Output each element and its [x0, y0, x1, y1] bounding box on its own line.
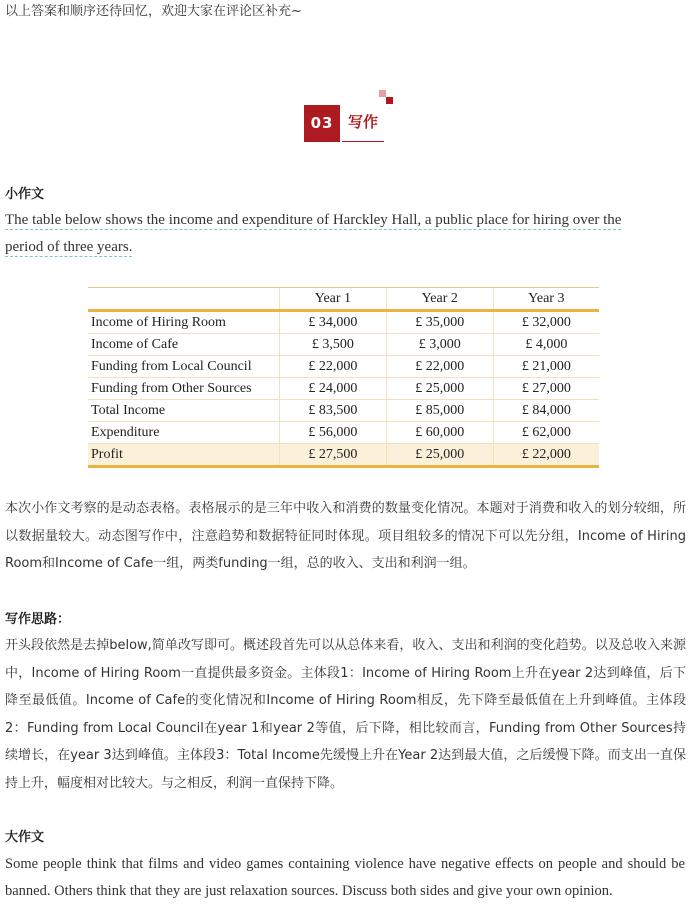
row-label: Income of Cafe: [88, 334, 280, 356]
section-badge: [304, 90, 404, 146]
prompt-line-1: The table below shows the income and expenditure of Harckley Hall, a public place for hiring over the: [5, 212, 622, 228]
table-cell: £ 84,000: [493, 400, 599, 422]
approach-heading: 写作思路：: [5, 612, 71, 627]
row-label: Funding from Other Sources: [88, 378, 280, 400]
table-header-cell: [88, 288, 280, 311]
table-cell: £ 25,000: [386, 444, 493, 467]
small-essay-heading: 小作文: [5, 187, 45, 202]
table-row: [88, 400, 599, 422]
table-header-row: [88, 288, 599, 311]
table-row: [88, 311, 599, 334]
table-row: [88, 334, 599, 356]
row-label: Total Income: [88, 400, 280, 422]
table-cell: £ 27,000: [493, 378, 599, 400]
row-label: Expenditure: [88, 422, 280, 444]
approach-paragraph: 开头段依然是去掉below,简单改写即可。概述段首先可以从总体来看，收入、支出和利润的变化趋势。以及总收入来源中，Income of Hiring Room一直提供最多资金。主体段1：Income of Hiring Room上升在year 2达到峰值，后下降至最低值。Income of Cafe的变化情况和Income of Hiring Room相反，先下降至最低值在上升到峰值。主体段2：Funding from Local Council在year 1和year 2等值，后下降，相比较而言，Funding from Other Sources持续增长，在year 3达到峰值。主体段3：Total Income先缓慢上升在Year 2达到最大值，之后缓慢下降。而支出一直保持上升，幅度相对比较大。与之相反，利润一直保持下降。: [5, 638, 686, 791]
prompt-line-2: period of three years.: [5, 239, 133, 255]
table-cell: £ 21,000: [493, 356, 599, 378]
decor-pixel: [386, 97, 393, 104]
table-cell: £ 85,000: [386, 400, 493, 422]
table-row: [88, 422, 599, 444]
table-cell: £ 24,000: [280, 378, 387, 400]
table-cell: £ 35,000: [386, 311, 493, 334]
table-cell: £ 60,000: [386, 422, 493, 444]
data-table: [88, 287, 599, 468]
table-cell: £ 22,000: [386, 356, 493, 378]
table-cell: £ 25,000: [386, 378, 493, 400]
table-cell: £ 4,000: [493, 334, 599, 356]
table-row: [88, 378, 599, 400]
table-cell: £ 22,000: [493, 444, 599, 467]
row-label: Income of Hiring Room: [88, 311, 280, 334]
section-title: 写作: [342, 105, 384, 142]
analysis-paragraph: 本次小作文考察的是动态表格。表格展示的是三年中收入和消费的数量变化情况。本题对于消费和收入的划分较细，所以数据量较大。动态图写作中，注意趋势和数据特征同时体现。项目组较多的情况下可以先分组，Income of Hiring Room和Income of Cafe一组，两类funding一组，总的收入、支出和利润一组。: [5, 501, 686, 571]
table-header-cell: Year 2: [386, 288, 493, 311]
table-header-cell: Year 1: [280, 288, 387, 311]
row-label: Profit: [88, 444, 280, 467]
table-row-profit: [88, 444, 599, 467]
section-number: 03: [304, 105, 340, 142]
table-cell: £ 27,500: [280, 444, 387, 467]
table-cell: £ 22,000: [280, 356, 387, 378]
table-cell: £ 32,000: [493, 311, 599, 334]
big-essay-prompt: Some people think that films and video games containing violence have negative effects on people and should be banned. Others think that they are just relaxation sources. Discuss both sides and give your own opinion.: [5, 856, 685, 899]
table-header-cell: Year 3: [493, 288, 599, 311]
intro-text: 以上答案和顺序还待回忆，欢迎大家在评论区补充~: [5, 4, 302, 19]
table-row: [88, 356, 599, 378]
table-cell: £ 3,500: [280, 334, 387, 356]
table-cell: £ 56,000: [280, 422, 387, 444]
big-essay-heading: 大作文: [5, 830, 45, 845]
row-label: Funding from Local Council: [88, 356, 280, 378]
table-cell: £ 62,000: [493, 422, 599, 444]
decor-pixel: [379, 90, 386, 97]
table-cell: £ 83,500: [280, 400, 387, 422]
table-cell: £ 34,000: [280, 311, 387, 334]
small-essay-prompt: [5, 207, 685, 261]
table-cell: £ 3,000: [386, 334, 493, 356]
